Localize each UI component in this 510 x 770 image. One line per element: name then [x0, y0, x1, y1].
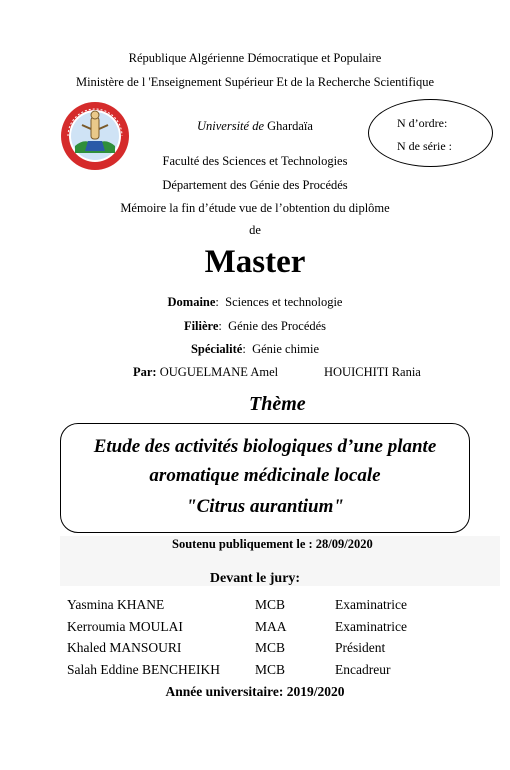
jury-role: Examinatrice	[335, 619, 407, 634]
serial-number-label: N de série :	[397, 139, 452, 153]
department-line: Département des Génie des Procédés	[162, 178, 348, 192]
jury-name: Khaled MANSOURI	[67, 640, 182, 655]
de-line: de	[249, 223, 261, 237]
university-city: Ghardaïa	[267, 119, 313, 133]
jury-grade: MCB	[255, 640, 286, 655]
ministry-line: Ministère de l 'Enseignement Supérieur Et de la Recherche Scientifique	[75, 75, 435, 89]
jury-row	[0, 662, 510, 682]
authors-line	[133, 365, 278, 380]
faculty-line: Faculté des Sciences et Technologies	[162, 154, 348, 168]
specialite-line: Spécialité: Génie chimie	[190, 342, 320, 356]
republic-line: République Algérienne Démocratique et Populaire	[128, 51, 382, 65]
specialite-value: Génie chimie	[252, 342, 320, 356]
defense-date: Soutenu publiquement le : 28/09/2020	[172, 537, 373, 551]
jury-name: Yasmina KHANE	[67, 597, 165, 612]
jury-grade: MAA	[255, 619, 287, 634]
domain-value: Sciences et technologie	[225, 295, 343, 309]
jury-name: Kerroumia MOULAI	[67, 619, 183, 634]
jury-grade: MCB	[255, 597, 286, 612]
jury-role: Président	[335, 640, 386, 655]
jury-role: Examinatrice	[335, 597, 407, 612]
jury-name: Salah Eddine BENCHEIKH	[67, 662, 220, 677]
university-prefix: Université de	[197, 119, 264, 133]
jury-role: Encadreur	[335, 662, 391, 677]
theme-line-3: "Citrus aurantium"	[186, 496, 344, 517]
degree-title: Master	[204, 244, 306, 280]
theme-line-1: Etude des activités biologiques d’une plante	[93, 436, 437, 457]
theme-label: Thème	[249, 393, 306, 415]
jury-row	[0, 640, 510, 660]
specialite-label: Spécialité	[190, 342, 243, 356]
jury-row	[0, 597, 510, 617]
domain-label: Domaine	[167, 295, 216, 309]
university-name	[197, 119, 313, 134]
filiere-value: Génie des Procédés	[228, 319, 327, 333]
author-2: HOUICHITI Rania	[324, 365, 421, 379]
filiere-line: Filière: Génie des Procédés	[183, 319, 327, 333]
order-number-label: N d’ordre:	[397, 116, 448, 130]
domain-line: Domaine: Sciences et technologie	[167, 295, 343, 309]
theme-line-2: aromatique médicinale locale	[149, 465, 381, 486]
authors-label: Par:	[133, 365, 157, 379]
jury-title: Devant le jury:	[209, 571, 301, 586]
author-1: OUGUELMANE Amel	[159, 365, 279, 379]
filiere-label: Filière	[183, 319, 219, 333]
memoire-line: Mémoire la fin d’étude vue de l’obtention du diplôme	[120, 201, 390, 215]
jury-grade: MCB	[255, 662, 286, 677]
academic-year: Année universitaire: 2019/2020	[165, 684, 345, 699]
jury-row	[0, 619, 510, 639]
